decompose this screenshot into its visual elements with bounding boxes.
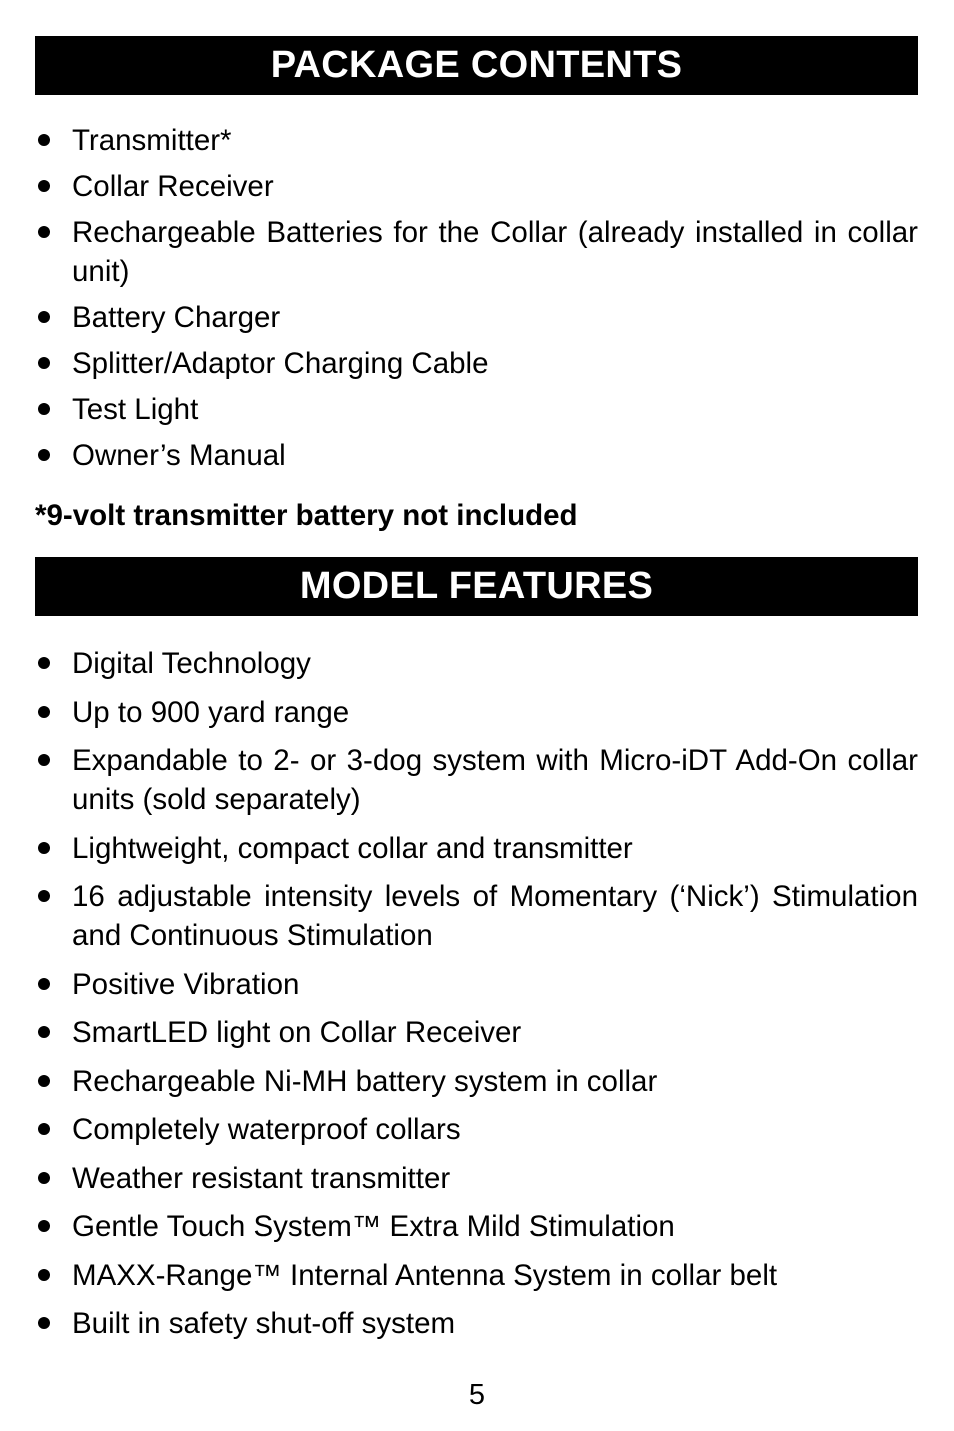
bullet-icon <box>38 1172 50 1184</box>
list-item <box>35 1062 918 1101</box>
list-item <box>35 741 918 819</box>
list-item-text: Weather resistant transmitter <box>72 1161 451 1195</box>
bullet-icon <box>38 1123 50 1135</box>
model-features-heading: MODEL FEATURES <box>35 557 918 616</box>
list-item-text: Transmitter* <box>72 124 232 157</box>
list-item <box>35 829 918 868</box>
list-item-text: Expandable to 2- or 3-dog system with Micro-iDT Add-On collar units (sold separately) <box>72 744 918 816</box>
list-item <box>35 213 918 291</box>
bullet-icon <box>38 1075 50 1087</box>
bullet-icon <box>38 1026 50 1038</box>
bullet-icon <box>38 842 50 854</box>
bullet-icon <box>38 706 50 718</box>
bullet-icon <box>38 226 50 238</box>
bullet-icon <box>38 1317 50 1329</box>
list-item <box>35 436 918 475</box>
list-item-text: SmartLED light on Collar Receiver <box>72 1016 522 1049</box>
bullet-icon <box>38 311 50 323</box>
model-features-list <box>35 644 918 1353</box>
list-item <box>35 298 918 337</box>
list-item <box>35 390 918 429</box>
list-item <box>35 1256 918 1295</box>
bullet-icon <box>38 890 50 902</box>
list-item <box>35 1304 918 1343</box>
list-item <box>35 121 918 160</box>
list-item-text: Rechargeable Ni-MH battery system in collar <box>72 1064 658 1098</box>
list-item <box>35 1013 918 1052</box>
list-item <box>35 1207 918 1246</box>
battery-note: *9-volt transmitter battery not included <box>35 499 578 532</box>
bullet-icon <box>38 403 50 415</box>
bullet-icon <box>38 1269 50 1281</box>
list-item-text: Completely waterproof collars <box>72 1113 461 1146</box>
list-item-text: Collar Receiver <box>72 170 274 203</box>
bullet-icon <box>38 180 50 192</box>
bullet-icon <box>38 1220 50 1232</box>
list-item-text: Test Light <box>72 393 199 426</box>
list-item-text: Battery Charger <box>72 301 281 334</box>
list-item-text: Gentle Touch System™ Extra Mild Stimulation <box>72 1210 675 1243</box>
page-number: 5 <box>468 1379 486 1411</box>
bullet-icon <box>38 449 50 461</box>
list-item-text: 16 adjustable intensity levels of Momentary (‘Nick’) Stimulation and Continuous Stimulation <box>72 880 918 952</box>
list-item-text: MAXX-Range™ Internal Antenna System in collar belt <box>72 1258 778 1292</box>
list-item-text: Rechargeable Batteries for the Collar (already installed in collar unit) <box>72 216 918 288</box>
list-item <box>35 877 918 955</box>
list-item-text: Built in safety shut-off system <box>72 1307 456 1340</box>
package-contents-list <box>35 121 918 482</box>
bullet-icon <box>38 754 50 766</box>
list-item-text: Digital Technology <box>72 647 311 680</box>
list-item <box>35 693 918 732</box>
bullet-icon <box>38 357 50 369</box>
list-item-text: Positive Vibration <box>72 967 300 1001</box>
list-item <box>35 167 918 206</box>
list-item-text: Lightweight, compact collar and transmitter <box>72 831 633 865</box>
list-item-text: Owner’s Manual <box>72 439 286 472</box>
package-contents-heading: PACKAGE CONTENTS <box>35 36 918 95</box>
bullet-icon <box>38 657 50 669</box>
bullet-icon <box>38 978 50 990</box>
list-item-text: Splitter/Adaptor Charging Cable <box>72 347 489 380</box>
list-item <box>35 1159 918 1198</box>
list-item <box>35 644 918 683</box>
bullet-icon <box>38 134 50 146</box>
list-item <box>35 965 918 1004</box>
list-item <box>35 1110 918 1149</box>
list-item <box>35 344 918 383</box>
list-item-text: Up to 900 yard range <box>72 695 350 729</box>
